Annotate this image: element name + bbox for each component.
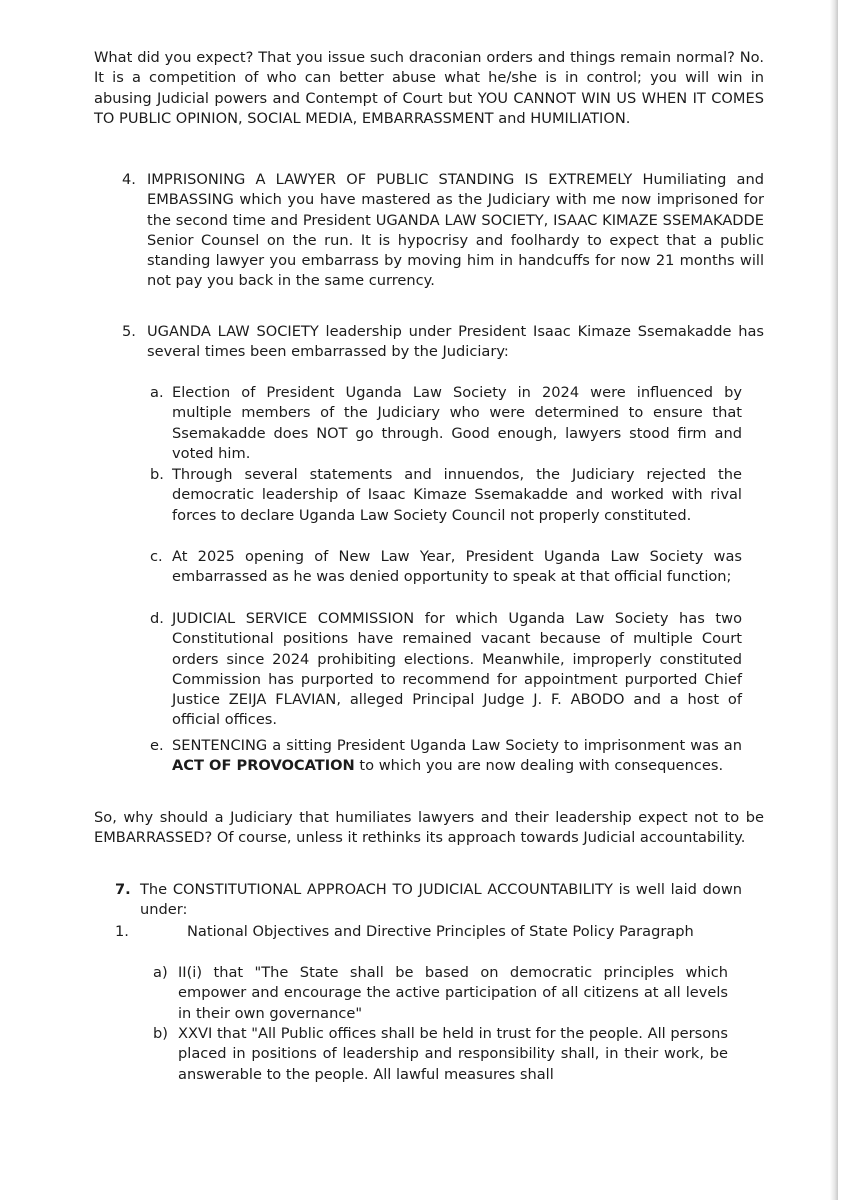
sub-b-text: Through several statements and innuendos, the Judiciary rejected the democratic leadership of Isaac Kimaze Ssemakadde and worked with rival forces to declare Uganda Law Society Council not properly constituted. bbox=[172, 466, 742, 524]
sub-d-label: d. bbox=[150, 610, 164, 627]
sub-c-text: At 2025 opening of New Law Year, President Uganda Law Society was embarrassed as he was denied opportunity to speak at that official function; bbox=[172, 548, 742, 586]
item-5-text: UGANDA LAW SOCIETY leadership under President Isaac Kimaze Ssemakadde has several times been embarrassed by the Judiciary: bbox=[147, 323, 764, 361]
item-5-number: 5. bbox=[122, 323, 136, 340]
item-4-number: 4. bbox=[122, 171, 136, 188]
item-7-1-number: 1. bbox=[115, 923, 129, 940]
sub-e-text-pre: SENTENCING a sitting President Uganda Law Society to imprisonment was an bbox=[172, 737, 742, 754]
sub-c-label: c. bbox=[150, 548, 163, 565]
sub-e-label: e. bbox=[150, 737, 164, 754]
sub-e-text-post: to which you are now dealing with consequences. bbox=[354, 757, 724, 775]
sub-a-label: a. bbox=[150, 384, 164, 401]
item-7-text: The CONSTITUTIONAL APPROACH TO JUDICIAL ACCOUNTABILITY is well laid down under: bbox=[140, 881, 742, 919]
conclusion-paragraph: So, why should a Judiciary that humiliates lawyers and their leadership expect not to be EMBARRASSED? Of course, unless it rethinks its approach towards Judicial accountability. bbox=[94, 809, 764, 847]
sub-a-text: Election of President Uganda Law Society in 2024 were influenced by multiple members of the Judiciary who were determined to ensure that Ssemakadde does NOT go through. Good enough, lawyers stood firm and voted him. bbox=[172, 384, 742, 462]
item-7-1-text: National Objectives and Directive Principles of State Policy Paragraph bbox=[187, 923, 694, 940]
sub-b-label: b. bbox=[150, 466, 164, 483]
sub-e-text bbox=[172, 736, 742, 777]
scan-edge-shadow bbox=[830, 0, 838, 1200]
intro-paragraph: What did you expect? That you issue such draconian orders and things remain normal? No. It is a competition of who can better abuse what he/she is in control; you will win in abusing Judicial powers and Contempt of Court but YOU CANNOT WIN US WHEN IT COMES TO PUBLIC OPINION, SOCIAL MEDIA, EMBARRASSMENT and HUMILIATION. bbox=[94, 49, 764, 127]
item-7-1-a-text: II(i) that "The State shall be based on democratic principles which empower and encourage the active participation of all citizens at all levels in their own governance" bbox=[178, 964, 728, 1022]
sub-d-text: JUDICIAL SERVICE COMMISSION for which Uganda Law Society has two Constitutional positions have remained vacant because of multiple Court orders since 2024 prohibiting elections. Meanwhile, improperly constituted Commission has purported to recommend for appointment purported Chief Justice ZEIJA FLAVIAN, alleged Principal Judge J. F. ABODO and a host of official offices. bbox=[172, 610, 742, 729]
item-7-1-b-label: b) bbox=[153, 1025, 168, 1042]
item-7-1-a-label: a) bbox=[153, 964, 168, 981]
item-7-number: 7. bbox=[115, 881, 131, 898]
item-7-1-b-text: XXVI that "All Public offices shall be held in trust for the people. All persons placed in positions of leadership and responsibility shall, in their work, be answerable to the people. All lawful measures shall bbox=[178, 1025, 728, 1083]
sub-e-text-bold: ACT OF PROVOCATION bbox=[172, 757, 355, 775]
item-4-text: IMPRISONING A LAWYER OF PUBLIC STANDING IS EXTREMELY Humiliating and EMBASSING which you have mastered as the Judiciary with me now imprisoned for the second time and President UGANDA LAW SOCIETY, ISAAC KIMAZE SSEMAKADDE Senior Counsel on the run. It is hypocrisy and foolhardy to expect that a public standing lawyer you embarrass by moving him in handcuffs for now 21 months will not pay you back in the same currency. bbox=[147, 171, 764, 290]
